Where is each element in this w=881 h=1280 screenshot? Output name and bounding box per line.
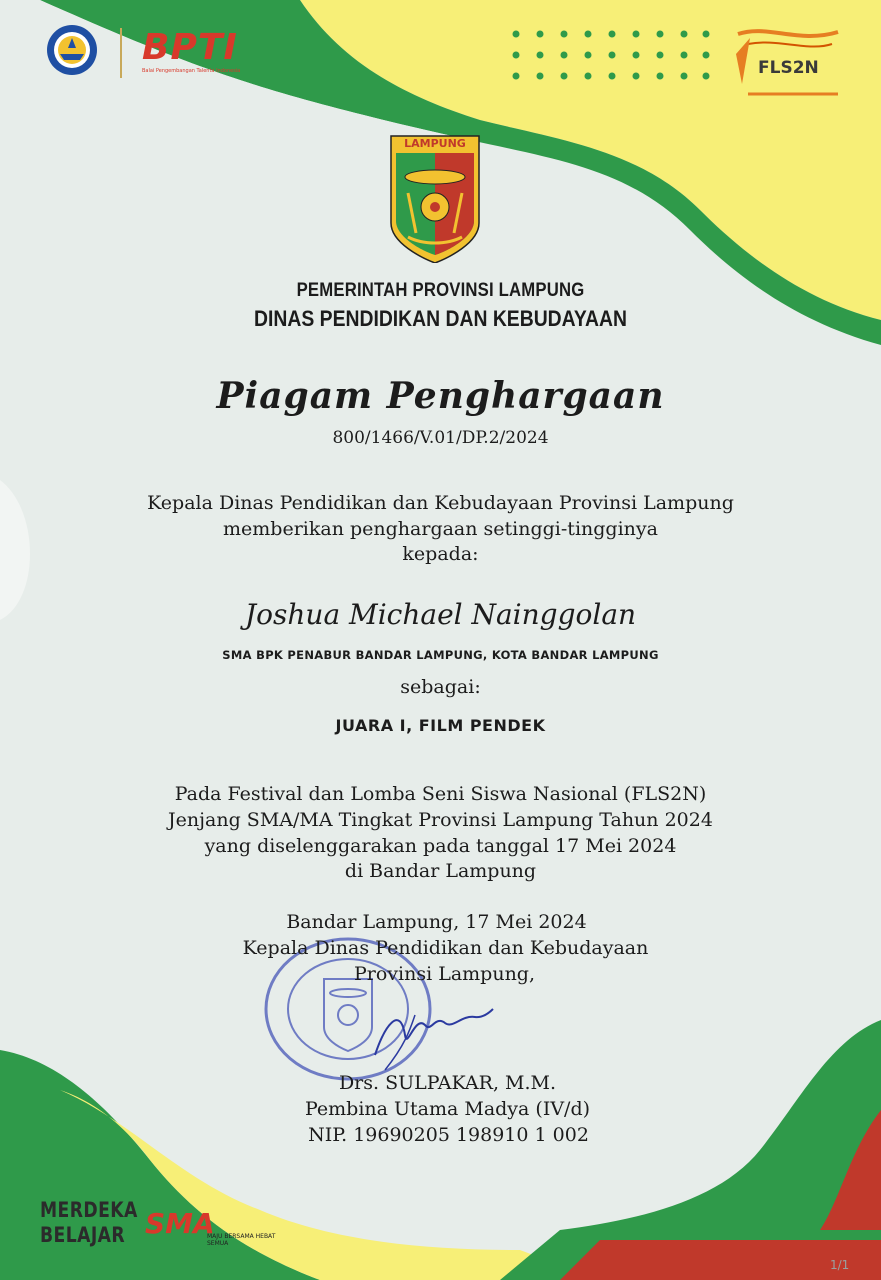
sma-logo bbox=[145, 1208, 285, 1258]
merdeka-belajar-logo bbox=[40, 1198, 138, 1248]
sma-wordmark: SMA bbox=[145, 1207, 215, 1240]
kemendikbud-icon bbox=[46, 24, 98, 76]
fls2n-wordmark: FLS2N bbox=[758, 58, 819, 78]
signature-position-line-2: Provinsi Lampung, bbox=[353, 963, 536, 985]
kemendikbud-logo bbox=[46, 24, 98, 76]
handwritten-signature bbox=[345, 985, 495, 1075]
award-title: JUARA I, FILM PENDEK bbox=[335, 716, 546, 735]
lampung-emblem bbox=[388, 133, 482, 263]
fls2n-logo bbox=[728, 24, 848, 104]
lampung-shield-icon bbox=[388, 133, 482, 263]
signature-place-date: Bandar Lampung, 17 Mei 2024 bbox=[286, 911, 587, 933]
signatory-rank: Pembina Utama Madya (IV/d) bbox=[304, 1098, 591, 1120]
certificate-title: Piagam Penghargaan bbox=[216, 375, 665, 417]
page-marker: 1/1 bbox=[830, 1258, 850, 1272]
event-line-1: Pada Festival dan Lomba Seni Siswa Nasional (FLS2N) bbox=[174, 783, 707, 805]
logo-divider bbox=[120, 28, 122, 78]
event-line-2: Jenjang SMA/MA Tingkat Provinsi Lampung Tahun 2024 bbox=[168, 809, 713, 831]
intro-line-1: Kepala Dinas Pendidikan dan Kebudayaan Provinsi Lampung bbox=[147, 492, 734, 514]
signatory-nip: NIP. 19690205 198910 1 002 bbox=[308, 1124, 589, 1146]
intro-line-3: kepada: bbox=[402, 543, 479, 565]
signatory-name: Drs. SULPAKAR, M.M. bbox=[338, 1072, 557, 1094]
dot-pattern bbox=[510, 28, 710, 83]
recipient-school: SMA BPK PENABUR BANDAR LAMPUNG, KOTA BANDAR LAMPUNG bbox=[222, 648, 659, 662]
belajar-text: BELAJAR bbox=[40, 1223, 126, 1247]
as-label: sebagai: bbox=[400, 676, 481, 698]
bpti-tagline: Balai Pengembangan Talenta Indonesia bbox=[142, 68, 241, 74]
recipient-name: Joshua Michael Nainggolan bbox=[244, 598, 637, 631]
bpti-logo bbox=[142, 28, 272, 83]
event-line-4: di Bandar Lampung bbox=[344, 860, 537, 882]
bpti-wordmark: BPTI bbox=[142, 27, 238, 68]
signature-position-line-1: Kepala Dinas Pendidikan dan Kebudayaan bbox=[242, 937, 649, 959]
header-department: DINAS PENDIDIKAN DAN KEBUDAYAAN bbox=[254, 306, 627, 331]
sma-tagline: MAJU BERSAMA HEBAT SEMUA bbox=[207, 1233, 276, 1247]
merdeka-text: MERDEKA bbox=[40, 1198, 138, 1222]
intro-line-2: memberikan penghargaan setinggi-tingginya bbox=[223, 518, 658, 540]
event-line-3: yang diselenggarakan pada tanggal 17 Mei 2024 bbox=[204, 835, 677, 857]
certificate-number: 800/1466/V.01/DP.2/2024 bbox=[332, 428, 549, 448]
header-government: PEMERINTAH PROVINSI LAMPUNG bbox=[296, 280, 585, 301]
lampung-banner: LAMPUNG bbox=[404, 137, 466, 150]
